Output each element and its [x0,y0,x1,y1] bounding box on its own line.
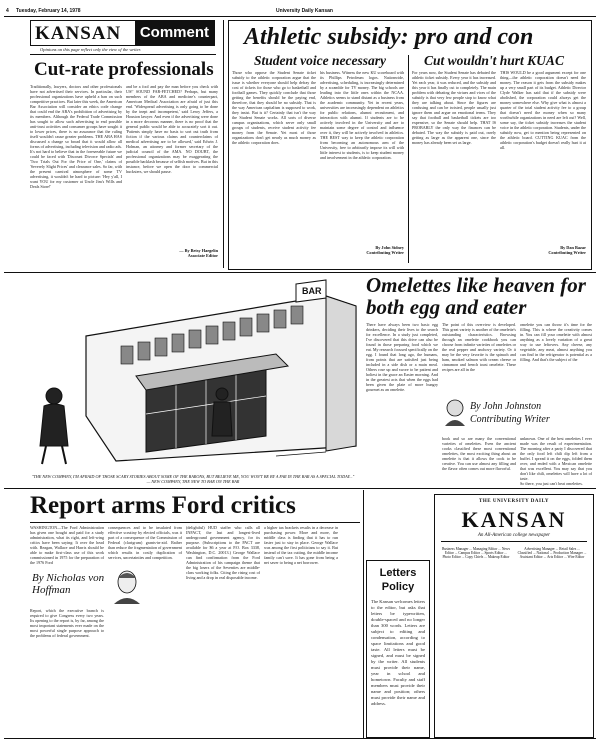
omelettes-col5-tail: So there, you just can't beat omelettes. [520,481,583,486]
omelettes-byline-title: Contributing Writer [470,414,550,425]
report-col1: WASHINGTON—The Ford Administration has given one bought and paid for a study administration, what its right, and left-wing critics have been saying: It over the head with. Reagan, Wallace and Harris should be able to make first-class use of this work commissioned in 1975 for the preparation of the 1976 Ford [30,525,104,565]
masthead-box [434,494,594,738]
athletic-right-col1: For years now, the Student Senate has debated the athletic ticket subsidy. Every year it has increased. Yet each year, it was reduced, and the subsidy and this year it has finally cut to completely. The main problem with debating the virtues and vices of the subsidy is that very few people stop to know what they are talking about. Since the figures are confusing and can be twisted, people usually just ignore them and argue on emotional terms. They say that football and basketball tickets are too expensive, so the Senate should help. THAT IS PROBABLY the only way the finances can be debated. The way the subsidy is paid out, rarely getting as large as the apparent one, since the money has already been set as large. [412,70,496,145]
folio [6,8,594,15]
editorial-sig-title: Associate Editor [187,253,218,258]
report-byline: By Nicholas von Hoffman [32,572,105,596]
editorial-sig [126,248,218,258]
athletic-left-col1: Those who oppose the Student Senate ticket subsidy to the athletic corporation argue that the issue is whether everyone should help defray the cost of tickets for those who go to basketball and football games. They quickly conclude that those getting the benefits should be the paying end, therefore, that they should be no subsidy. That is the way American capitalism is supposed to work, they insist. But is it? Certainly that isn't the way the Student Senate works. All sorts of diverse campus organizations, which serve only small groups of students, receive student activity fee money from the Senate. Yet most of those organizations don't get nearly as much money as the athletic corporation does. [232,70,316,145]
folio-paper: University Daily Kansan [276,8,333,14]
editorial-col1: Traditionally, lawyers, doctors and other professionals have not advertised their services. In particular, their professional organizations have upheld a ban on such competitive practices. But later this week, the American Bar Association will consider an ethics code change that could end the ABA's prohibition of advertising by its members. Although the Federal Trade Commission has sought to allow such advertising to end possible anti-trust activities and consumer groups have sought it to lower prices, there is no assurance that the ruling itself wouldn't cause greater problems. THE ABA HAS discussed a change so broad that it would allow all forms of advertising, including television and radio ads. It's not hard to believe that in the foreseeable future we could be faced with 'Discount Divorce Specials' and 'Two Trials Out For the Price of One,' claims of 'Severely Slight Prices' and clearance sales. So far, with the present carnival atmosphere of some TV advertising, it wouldn't be hard to picture: 'Hey y'all, I want YOU for my customer at Uncle Jim's Wills and Deals Store!' [30,84,122,189]
comment-tagline: Opinions on this page reflect only the view of the writer. [40,47,141,52]
report-col2: consequences and to be insulated from effective scrutiny by elected officials, was it part of a consequence of the Commission of Federal (clarigrum) grants-in-aid. Rather than reduce the fragmentation of government which results in costly duplication of services, uncertainties and competition. [108,525,182,560]
athletic-divider [408,55,409,263]
comment-label: Comment [135,21,214,45]
cartoon-drawing [26,276,360,470]
top-rule [4,16,596,17]
masthead-sub: An All-American college newspaper [477,533,551,538]
col-divider [223,20,224,268]
comment-header [30,20,215,46]
report-col5 [342,494,360,495]
omelettes-col1: There have always been two basic egg drinkers, deciding their lives to the search for excellence. In a study just completed, I've discovered that this drive can also be found in those preparing food which we eat. My research focused specifically on the egg. I found that long ago, the humans, from points that are satisfied just being included in a side dish or a main meal. Others rose up and swore to be patient and holiest in the grace an Easter morning. And in the greatest acts that when the eggs had been given the plate of more hungry gourmet as an omelette. [366,322,438,392]
athletic-right-sig-name: By Dan Bazar [560,245,586,250]
editorial-sig-name: — By Betsy Haegelin [179,248,218,253]
omelettes-byline: By John Johnston [470,401,542,412]
report-extra: Report, which the executive branch is required to give Congress every two years. Its opening to the report is, by far, among the most important statements ever made on the most powerful single purpose approach to the problems of federal government. [30,608,104,638]
letters-title-1: Letters [379,567,417,579]
editorial-title: Cut-rate professionals [34,59,214,80]
masthead-rule [441,541,587,542]
letters-title-2: Policy [381,581,415,593]
athletic-left-col2: his business. Witness the new KU scoreboard with its Phillips Petroleum logos. Nationwide, advertising, scheduling, is increasingly determined by a scramble for TV money. The big schools are leading into the little ones within the NCAA. Athletics seems to stand distant as a business from the academic community. Yet in recent years, universities are increasingly dependent on athletics for public relations, alumni recruitment, and interaction with alumni. If students are to be actively involved in the University and are to maintain some degree of control and influence over it, they will be actively involved in athletics. THE BEST way to keep the athletic corporation from becoming an autonomous arm of the University, free to arbitrarily impose its will with little interest to students, is to keep student money and involvement in the athletic corporation. [320,70,404,160]
athletic-right-head: Cut wouldn't hurt KUAC [424,53,564,68]
athletic-right-col2: THIS WOULD be a good argument except for one thing—the athletic corporation doesn't need the money. The reason it gets from the subsidy makes up a very small part of its budget. Athletic Director Clyde Walker has said that if the subsidy were abolished, the corporation could always get the money somewhere else. Why give what is almost a quarter of the total student activity fee to a group that doesn't need the money when so many worthwhile organizations in need are left out? Well, some say, the ticket subsidy increases the student voice in the athletic corporation. Students, under the subsidy now, get to mention being represented on the athletic board. CUTTING KUAC from the athletic corporation's budget doesn't really hurt it at all. [500,70,586,150]
athletic-left-sig [320,245,404,255]
editorial-cartoon [26,276,360,470]
header-rule [30,54,216,55]
editorial-col2: and be a fool and pay the man before you check with US!' SOUND FAR-FETCHED? Perhaps, but many members of the ABA and medicine's counterpart, American Medical Association are afraid of just this end. 'Widespread advertising is only going to be done by the inept and incompetent,' said Leroy Jeffers, a Houston lawyer. And even if the advertising were done in a more decorous manner, there is no proof that the general public would be able to accurately sort it out. 'Patients simply have no basis to sort out truth from fiction if the various claims and counterclaims of medical advertising are to be allowed,' said Edwin J. Holman, an attorney and former secretary of the judicial council of the AMA. NO DOUBT, the professional organizations may be exaggerating the possible backlash because of selfish motives. But in this instance, before we open the door to commercial hucksters, we should pause. [126,84,218,174]
masthead-name: KANSAN [461,507,567,532]
omelettes-col5: unknown. One of the best omelettes I ever made was the result of experimentation. The morning after a party I discovered that the only food left chili dip left from a buffet. I spread it on the eggs, folded them over, and ended with a Mexican omelette that was excellent. You may say that you don't like chili, omelettes will have a lot of taste. [520,436,592,480]
letters-box [366,560,430,738]
report-title-rule [30,522,360,523]
athletic-right-sig-title: Contributing Writer [548,250,586,255]
omelettes-byline-box [444,396,592,432]
omelettes-col3: omelette you can throw it's time for the filling. This is where the creativity comes in. You can fill your omelette with almost anything as a lovely variation of a great way to use leftovers. Any cheese, any vegetable, any meat, almost anything you can find in the refrigerator is potential as a filling. And that's the subject of the [520,322,592,362]
letters-body: The Kansan welcomes letters to the editor, but asks that letters be typewritten, double-spaced and no longer than 300 words. Letters are subject to editing and condensation, according to space limitations and good taste. All letters must be signed, and must be signed by the writer. All students must provide their name, year in school and hometown. Faculty and staff members must provide their name and position; others must provide their name and address. [371,599,425,706]
report-col4: a higher tax brackets results in a decrease in purchasing power. More and more, the middle class is finding that it has to run faster just to stay in place. George Wallace was among the first politicians to say it. But instead of the tax cutting, the middle income family can't save. It has gone from being a net saver to being a net borrower. [264,525,338,565]
report-title: Report arms Ford critics [30,492,296,519]
athletic-left-sig-title: Contributing Writer [366,250,404,255]
athletic-left-sig-name: By John Sidney [375,245,404,250]
writer-portrait-icon [444,398,466,426]
lower-rule [4,488,596,489]
omelettes-title: Omelettes like heaven for both egg and eater [366,273,586,319]
masthead-staff-left: Business Manager ... Managing Editor ... News Editor ... Campus Editor ... Sports Editor ... Photo Editor ... Copy Chiefs ... Makeup Editor [441,547,511,560]
cartoon-sign: BAR [302,286,322,296]
report-col6 [342,525,360,526]
masthead-small: THE UNIVERSITY DAILY [479,499,549,504]
folio-date: Tuesday, February 14, 1978 [16,8,81,14]
cartoon-caption: "THE NEW COMPANY, I'M AFRAID OF THOSE SCARY STORIES ABOUT SOME OF THE BARONS, BUT BELIEVE ME, YOU WON'T BE BY A FAR IN THE BAR AS A SPECIAL TODAY..." — NEW COMPANY, THE NEW TO BAR ON THE BAR [31,474,355,484]
omelettes-col2: The point of this overview is developed. This great variety is another of the omelette's outstanding characteristics. Browsing through an omelette cookbook you can choose from infinite varieties of omelettes or the real pepper and anchovy variety. Or it may be the very favorite is the spinach and ham, smoked salmon with cream cheese or cinnamon and french toast omelette. These recipes are all in the [442,322,516,372]
omelettes-col4: book and so are many the conventional varieties of omelettes. Even the ancient cooks classified these most conventional omelettes, the most exciting thing about an omelette is that it allows the cook to be creative. You can use almost any filling and the flavor often comes out more flavorful. [442,436,516,471]
masthead-staff-right: Advertising Manager ... Retail Sales ... Classified ... National ... Production Manager ... Assistant Editor ... Arts Editor ... Wire Editor [517,547,587,560]
athletic-right-sig [500,245,586,255]
report-col3: (delightful) HUD staffer who calls all INFACT, the last and longest-lived underground government agency, for its purpose. (Subscriptions to the PACT are available for $6 a year at P.O. Box 3338, Washington, D.C. 20013.) George Wallace can find confirmation from the Ford Administration of his campaign theme that the big losers of the Seventies are middle-class working folks. Citing the rising cost of living and a drop in real disposable income. [186,525,260,580]
folio-page: 4 [6,8,9,14]
athletic-left-head: Student voice necessary [254,53,386,68]
lower-divider [363,490,364,738]
comment-brand: KANSAN [35,23,122,44]
athletic-banner: Athletic subsidy: pro and con [244,24,534,50]
bottom-rule [4,738,596,739]
